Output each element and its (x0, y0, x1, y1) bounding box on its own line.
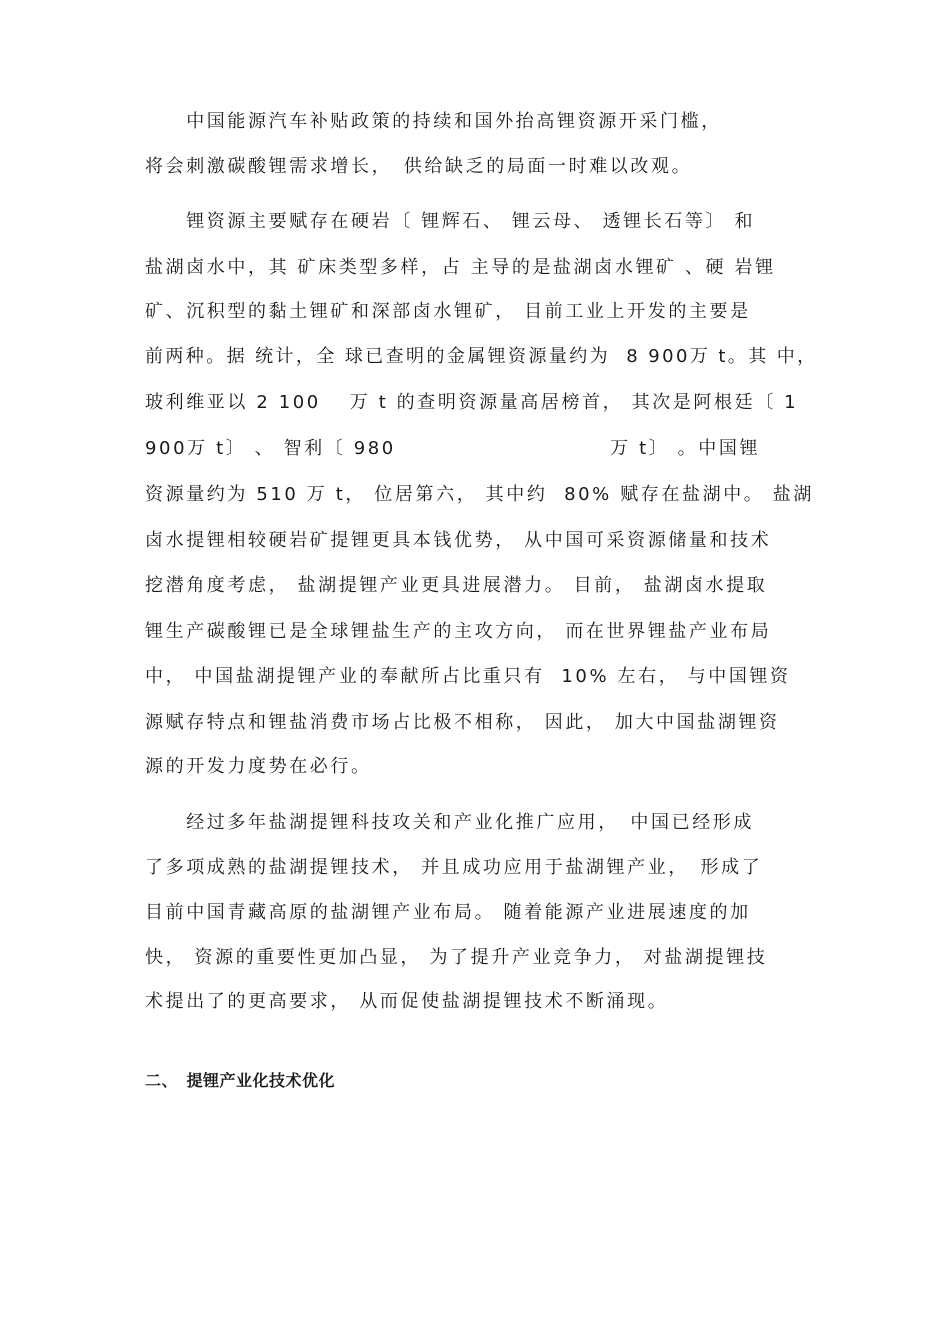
text-line: 盐湖卤水中，其 矿床类型多样，占 主导的是盐湖卤水锂矿 、硬 岩锂 (145, 257, 776, 278)
text-line: 经过多年盐湖提锂科技攻关和产业化推广应用， 中国已经形成 (145, 812, 754, 833)
text-line: 挖潜角度考虑， 盐湖提锂产业更具进展潜力。 目前， 盐湖卤水提取 (145, 575, 768, 596)
text-line: 源赋存特点和锂盐消费市场占比极不相称， 因此， 加大中国盐湖锂资 (145, 712, 780, 733)
section-heading: 二、 提锂产业化技术优化 (145, 1071, 336, 1090)
text-line: 玻利维亚以 2 100 万 t 的查明资源量高居榜首， 其次是阿根廷〔 1 (145, 392, 799, 413)
text-line: 卤水提锂相较硬岩矿提锂更具本钱优势， 从中国可采资源储量和技术 (145, 530, 772, 551)
text-line: 快， 资源的重要性更加凸显， 为了提升产业竞争力， 对盐湖提锂技 (145, 947, 768, 968)
text-line: 目前中国青藏高原的盐湖锂产业布局。 随着能源产业进展速度的加 (145, 902, 751, 923)
text-line: 前两种。据 统计，全 球已查明的金属锂资源量约为 8 900万 t。其 中， (145, 346, 818, 367)
text-line: 锂生产碳酸锂已是全球锂盐生产的主攻方向， 而在世界锂盐产业布局 (145, 621, 772, 642)
text-line: 将会刺激碳酸锂需求增长， 供给缺乏的局面一时难以改观。 (145, 156, 693, 177)
text-line: 术提出了的更高要求， 从而促使盐湖提锂技术不断涌现。 (145, 991, 669, 1012)
text-line: 锂资源主要赋存在硬岩〔 锂辉石、 锂云母、 透锂长石等〕 和 (145, 211, 756, 232)
text-line: 中， 中国盐湖提锂产业的奉献所占比重只有 10% 左右， 与中国锂资 (145, 666, 791, 687)
text-line: 900万 t〕 、 智利〔 980 万 t〕 。中国锂 (145, 438, 761, 459)
text-line: 中国能源汽车补贴政策的持续和国外抬高锂资源开采门槛， (145, 111, 722, 132)
text-line: 源的开发力度势在必行。 (145, 756, 372, 777)
text-line: 矿、沉积型的黏土锂矿和深部卤水锂矿， 目前工业上开发的主要是 (145, 301, 751, 322)
text-line: 了多项成熟的盐湖提锂技术， 并且成功应用于盐湖锂产业， 形成了 (145, 857, 763, 878)
text-line: 资源量约为 510 万 t， 位居第六， 其中约 80% 赋存在盐湖中。 盐湖 (145, 484, 814, 505)
